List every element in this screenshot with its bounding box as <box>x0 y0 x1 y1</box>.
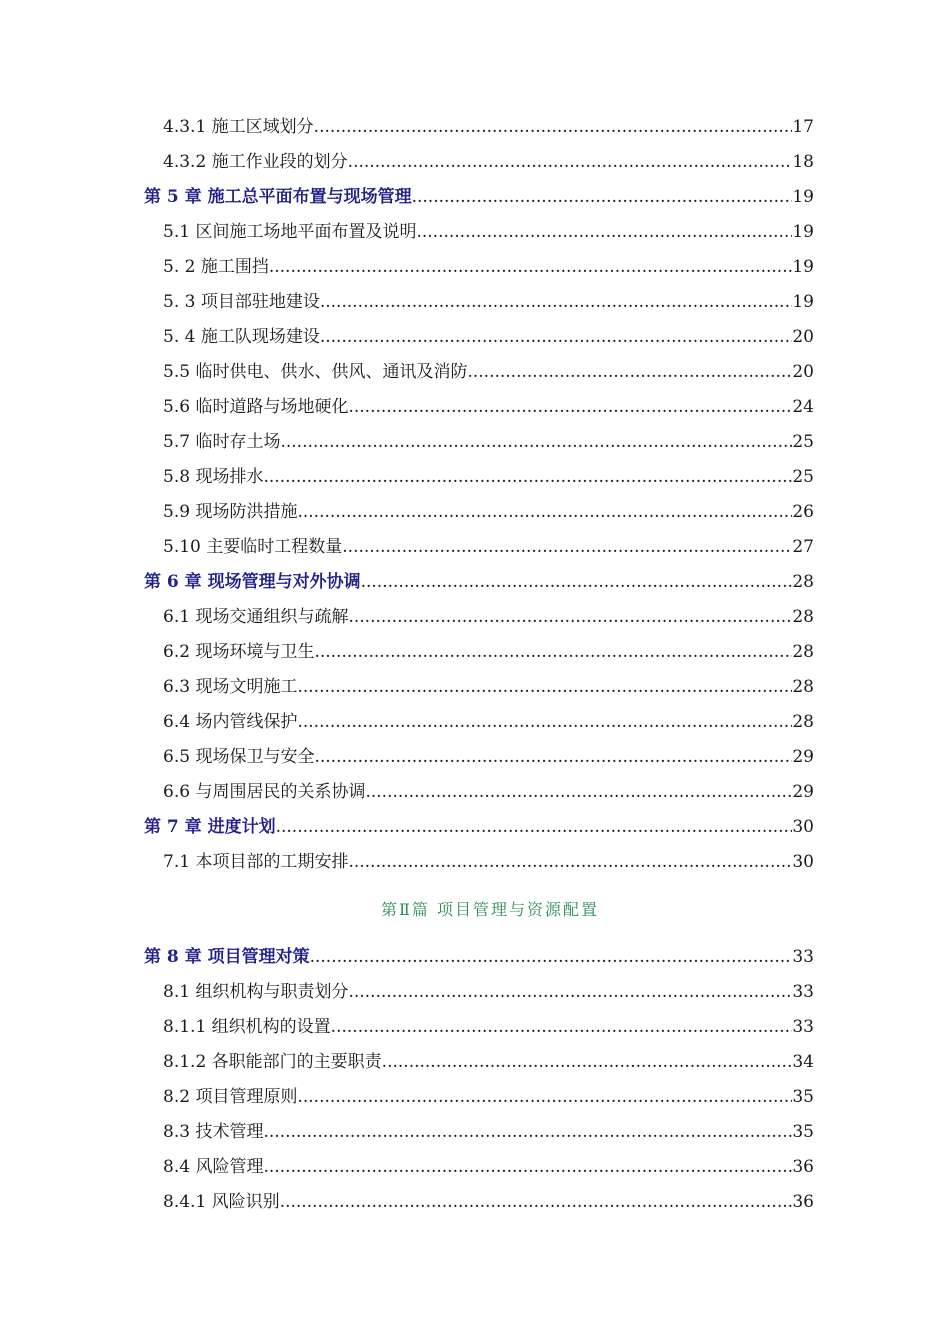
toc-section-entry[interactable] <box>0 110 814 145</box>
toc-section-entry[interactable] <box>0 1045 814 1080</box>
toc-dot-leader <box>365 775 792 810</box>
toc-section-entry[interactable] <box>0 1010 814 1045</box>
toc-page-number: 34 <box>792 1052 814 1072</box>
toc-page-number: 17 <box>792 117 814 137</box>
toc-entry-label: 4.3.2 施工作业段的划分 <box>163 152 348 172</box>
toc-entry-label: 6.4 场内管线保护 <box>163 712 298 732</box>
toc-section-entry[interactable] <box>0 1185 814 1220</box>
toc-page-number: 28 <box>792 642 814 662</box>
toc-chapter-entry[interactable] <box>0 565 814 600</box>
toc-entry-label: 5.5 临时供电、供水、供风、通讯及消防 <box>163 362 468 382</box>
toc-dot-leader <box>297 495 792 530</box>
toc-entry-label: 5.6 临时道路与场地硬化 <box>163 397 349 417</box>
toc-page-number: 20 <box>792 327 814 347</box>
toc-section-entry[interactable] <box>0 845 814 880</box>
toc-page-number: 33 <box>792 982 814 1002</box>
toc-dot-leader <box>310 940 793 975</box>
toc-section-entry[interactable] <box>0 635 814 670</box>
toc-entry-label: 第 7 章 进度计划 <box>144 817 276 837</box>
toc-section-entry[interactable] <box>0 215 814 250</box>
toc-dot-leader <box>276 810 793 845</box>
toc-page-number: 33 <box>792 947 814 967</box>
toc-dot-leader <box>348 390 792 425</box>
toc-list-before <box>0 110 950 880</box>
toc-page-number: 24 <box>792 397 814 417</box>
toc-section-entry[interactable] <box>0 775 814 810</box>
toc-page-number: 30 <box>792 852 814 872</box>
toc-entry-label: 6.5 现场保卫与安全 <box>163 747 315 767</box>
table-of-contents <box>0 110 950 1220</box>
toc-page-number: 29 <box>792 747 814 767</box>
toc-chapter-entry[interactable] <box>0 810 814 845</box>
toc-entry-label: 5.7 临时存土场 <box>163 432 281 452</box>
toc-section-entry[interactable] <box>0 1080 814 1115</box>
toc-page-number: 28 <box>792 572 814 592</box>
toc-dot-leader <box>280 1185 793 1220</box>
toc-page-number: 28 <box>792 607 814 627</box>
toc-dot-leader <box>361 565 793 600</box>
toc-chapter-entry[interactable] <box>0 940 814 975</box>
toc-page-number: 25 <box>792 432 814 452</box>
toc-page-number: 28 <box>792 677 814 697</box>
toc-section-entry[interactable] <box>0 670 814 705</box>
toc-entry-label: 5.1 区间施工场地平面布置及说明 <box>163 222 417 242</box>
toc-page-number: 19 <box>792 257 814 277</box>
toc-entry-label: 8.4.1 风险识别 <box>163 1192 280 1212</box>
toc-dot-leader <box>269 250 793 285</box>
toc-dot-leader <box>280 425 792 460</box>
toc-section-entry[interactable] <box>0 705 814 740</box>
toc-dot-leader <box>348 600 792 635</box>
toc-section-entry[interactable] <box>0 460 814 495</box>
toc-entry-label: 6.2 现场环境与卫生 <box>163 642 315 662</box>
toc-entry-label: 5.10 主要临时工程数量 <box>163 537 343 557</box>
toc-dot-leader <box>382 1045 793 1080</box>
toc-entry-label: 5.8 现场排水 <box>163 467 264 487</box>
toc-dot-leader <box>263 1150 792 1185</box>
toc-entry-label: 5. 2 施工围挡 <box>163 257 269 277</box>
toc-section-entry[interactable] <box>0 285 814 320</box>
toc-section-entry[interactable] <box>0 1115 814 1150</box>
toc-page-number: 27 <box>792 537 814 557</box>
toc-dot-leader <box>320 285 793 320</box>
toc-entry-label: 第 8 章 项目管理对策 <box>144 947 310 967</box>
toc-dot-leader <box>348 845 792 880</box>
toc-entry-label: 第 5 章 施工总平面布置与现场管理 <box>144 187 412 207</box>
toc-entry-label: 8.2 项目管理原则 <box>163 1087 298 1107</box>
toc-section-entry[interactable] <box>0 145 814 180</box>
toc-section-entry[interactable] <box>0 530 814 565</box>
toc-dot-leader <box>348 145 793 180</box>
toc-dot-leader <box>314 635 792 670</box>
toc-dot-leader <box>297 670 792 705</box>
toc-page-number: 19 <box>792 187 814 207</box>
toc-entry-label: 5. 3 项目部驻地建设 <box>163 292 320 312</box>
toc-dot-leader <box>331 1010 793 1045</box>
toc-page-number: 25 <box>792 467 814 487</box>
toc-dot-leader <box>263 460 792 495</box>
toc-page-number: 20 <box>792 362 814 382</box>
toc-dot-leader <box>342 530 792 565</box>
toc-dot-leader <box>297 705 792 740</box>
toc-dot-leader <box>263 1115 792 1150</box>
toc-dot-leader <box>412 180 793 215</box>
toc-section-entry[interactable] <box>0 390 814 425</box>
toc-page-number: 35 <box>792 1087 814 1107</box>
toc-dot-leader <box>467 355 792 390</box>
toc-page-number: 29 <box>792 782 814 802</box>
toc-page-number: 18 <box>792 152 814 172</box>
toc-section-entry[interactable] <box>0 425 814 460</box>
toc-page-number: 26 <box>792 502 814 522</box>
toc-page-number: 33 <box>792 1017 814 1037</box>
toc-entry-label: 8.3 技术管理 <box>163 1122 264 1142</box>
toc-page-number: 35 <box>792 1122 814 1142</box>
toc-section-entry[interactable] <box>0 740 814 775</box>
toc-section-entry[interactable] <box>0 600 814 635</box>
toc-section-entry[interactable] <box>0 495 814 530</box>
toc-dot-leader <box>348 975 792 1010</box>
toc-section-entry[interactable] <box>0 250 814 285</box>
toc-entry-label: 8.1.1 组织机构的设置 <box>163 1017 331 1037</box>
toc-section-entry[interactable] <box>0 1150 814 1185</box>
toc-entry-label: 6.6 与周围居民的关系协调 <box>163 782 366 802</box>
toc-entry-label: 第 6 章 现场管理与对外协调 <box>144 572 361 592</box>
toc-page-number: 28 <box>792 712 814 732</box>
toc-section-entry[interactable] <box>0 320 814 355</box>
toc-entry-label: 5. 4 施工队现场建设 <box>163 327 320 347</box>
toc-page-number: 30 <box>792 817 814 837</box>
toc-page-number: 19 <box>792 292 814 312</box>
toc-dot-leader <box>416 215 792 250</box>
toc-dot-leader <box>297 1080 792 1115</box>
toc-entry-label: 6.3 现场文明施工 <box>163 677 298 697</box>
toc-entry-label: 8.4 风险管理 <box>163 1157 264 1177</box>
toc-dot-leader <box>314 740 792 775</box>
toc-page-number: 36 <box>792 1157 814 1177</box>
toc-page-number: 36 <box>792 1192 814 1212</box>
toc-entry-label: 8.1.2 各职能部门的主要职责 <box>163 1052 382 1072</box>
toc-page-number: 19 <box>792 222 814 242</box>
toc-chapter-entry[interactable] <box>0 180 814 215</box>
toc-dot-leader <box>314 110 793 145</box>
toc-entry-label: 4.3.1 施工区域划分 <box>163 117 314 137</box>
part-heading: 第Ⅱ篇 项目管理与资源配置 <box>381 900 599 919</box>
toc-entry-label: 8.1 组织机构与职责划分 <box>163 982 349 1002</box>
toc-entry-label: 6.1 现场交通组织与疏解 <box>163 607 349 627</box>
toc-dot-leader <box>320 320 793 355</box>
toc-list-after <box>0 940 950 1220</box>
toc-section-entry[interactable] <box>0 975 814 1010</box>
toc-entry-label: 7.1 本项目部的工期安排 <box>163 852 349 872</box>
toc-section-entry[interactable] <box>0 355 814 390</box>
toc-entry-label: 5.9 现场防洪措施 <box>163 502 298 522</box>
